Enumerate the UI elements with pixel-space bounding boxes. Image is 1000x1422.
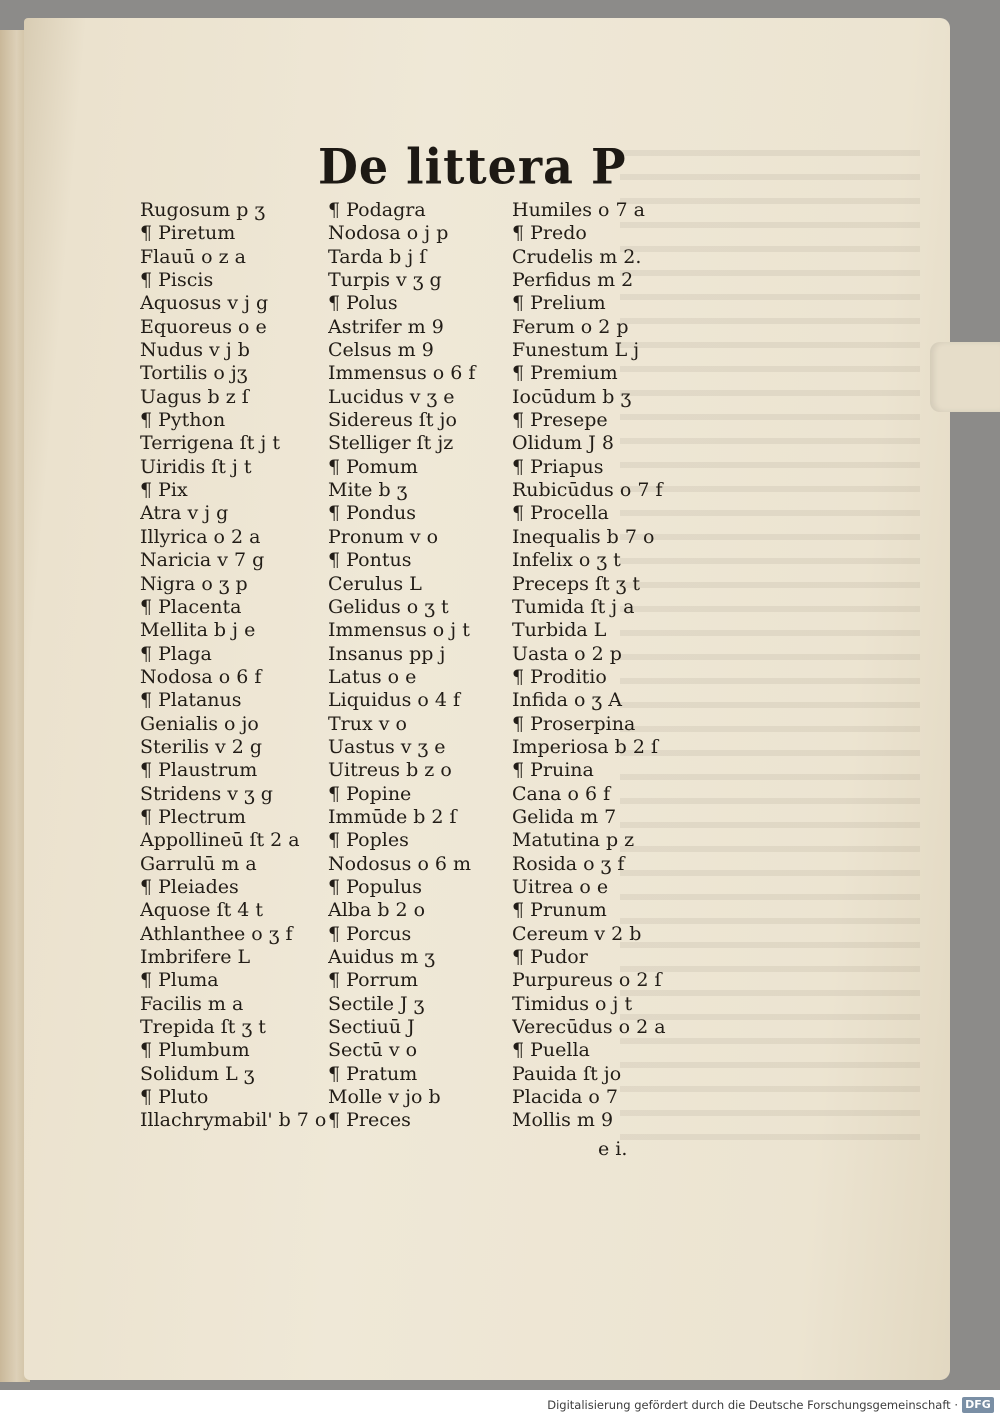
word-entry: Sectū v o [328, 1039, 418, 1062]
word-entry: Olidum J 8 [512, 432, 614, 455]
word-entry: ¶ Porcus [328, 922, 412, 945]
word-entry: ¶ Predo [512, 222, 587, 245]
word-entry: Trux v o [328, 712, 407, 735]
word-entry: Verecūdus o 2 a [512, 1016, 666, 1039]
word-entry: ¶ Puella [512, 1039, 590, 1062]
word-entry: Cerulus L [328, 572, 422, 595]
word-entry: Timidus o j t [512, 992, 633, 1015]
word-entry: Matutina p z [512, 829, 635, 852]
word-entry: ¶ Preces [328, 1109, 411, 1132]
dfg-logo: DFG [962, 1397, 994, 1413]
word-column-3 [512, 199, 704, 1133]
word-column-1 [140, 199, 332, 1133]
word-entry: Insanus pp j [328, 642, 446, 665]
word-entry: Flauū o z a [140, 245, 246, 268]
word-entry: Placida o 7 [512, 1086, 619, 1109]
word-entry: Naricia v 7 g [140, 549, 265, 572]
word-entry: Alba b 2 o [328, 899, 426, 922]
word-entry: Pronum v o [328, 525, 439, 548]
word-entry: Uastus v ʒ e [328, 735, 446, 758]
word-entry: Gelidus o ʒ t [328, 595, 449, 618]
word-entry: Turbida L [512, 619, 607, 642]
word-entry: Terrigena ſt j t [140, 432, 280, 455]
word-entry: Sectile J ʒ [328, 992, 425, 1015]
word-entry: Appollineū ſt 2 a [140, 829, 300, 852]
word-entry: ¶ Pluto [140, 1086, 209, 1109]
word-entry: Auidus m ʒ [328, 946, 436, 968]
word-entry: Rugosum p ʒ [140, 199, 266, 221]
word-entry: Cana o 6 f [512, 782, 611, 805]
word-entry: Imperiosa b 2 ſ [512, 735, 659, 758]
word-entry: Mellita b j e [140, 619, 256, 642]
word-entry: ¶ Pondus [328, 502, 416, 525]
word-entry: Uitreus b z o [328, 759, 452, 782]
word-entry: ¶ Presepe [512, 409, 608, 432]
word-entry: Stelliger ſt jz [328, 432, 454, 455]
word-entry: Molle v jo b [328, 1086, 441, 1109]
word-entry: Tarda b j ſ [328, 245, 427, 268]
word-entry: Nigra o ʒ p [140, 572, 248, 595]
word-entry: Nodosa o j p [328, 222, 449, 245]
word-entry: ¶ Populus [328, 875, 423, 898]
word-entry: Liquidus o 4 f [328, 689, 460, 712]
word-entry: Aquosus v j g [140, 292, 269, 315]
word-entry: ¶ Platanus [140, 689, 242, 712]
word-entry: Purpureus o 2 ſ [512, 969, 662, 992]
word-entry: ¶ Proserpina [512, 712, 636, 735]
word-entry: Atra v j g [140, 502, 229, 525]
word-entry: ¶ Placenta [140, 595, 242, 618]
word-entry: ¶ Poples [328, 829, 409, 852]
word-entry: Rosida o ʒ f [512, 852, 625, 875]
word-entry: Equoreus o e [140, 315, 267, 338]
word-entry: Iocūdum b ʒ [512, 385, 632, 408]
word-entry: Inequalis b 7 o [512, 525, 655, 548]
page-heading: De littera P [318, 138, 627, 196]
word-entry: Uitrea o e [512, 875, 609, 898]
word-entry: ¶ Polus [328, 292, 398, 315]
word-entry: ¶ Pleiades [140, 875, 239, 898]
word-entry: Immensus o j t [328, 619, 470, 642]
word-entry: Humiles o 7 a [512, 199, 645, 221]
word-entry: ¶ Popine [328, 782, 412, 805]
word-entry: Mite b ʒ [328, 479, 408, 502]
word-entry: Perfidus m 2 [512, 269, 634, 292]
word-entry: Celsus m 9 [328, 339, 434, 362]
word-entry: ¶ Podagra [328, 199, 426, 221]
word-entry: ¶ Proditio [512, 665, 607, 688]
word-entry: Illyrica o 2 a [140, 525, 261, 548]
funding-notice: Digitalisierung gefördert durch die Deutsche Forschungsgemeinschaft · [547, 1398, 958, 1412]
word-entry: Nodosa o 6 f [140, 665, 262, 688]
word-entry: Tumida ſt j a [512, 595, 635, 618]
word-entry: ¶ Premium [512, 362, 618, 385]
word-entry: Uasta o 2 p [512, 642, 622, 665]
word-entry: Solidum L ʒ [140, 1062, 255, 1085]
word-entry: Sectiuū J [328, 1016, 415, 1039]
word-entry: ¶ Prelium [512, 292, 606, 315]
word-entry: Nudus v j b [140, 339, 250, 362]
word-entry: Infida o ʒ A [512, 689, 622, 712]
word-entry: Tortilis o jʒ [140, 362, 248, 385]
word-entry: ¶ Plumbum [140, 1039, 250, 1062]
word-entry: ¶ Plectrum [140, 805, 246, 828]
word-entry: Pauida ſt jo [512, 1062, 622, 1085]
word-entry: Latus o e [328, 665, 417, 688]
word-entry: ¶ Pix [140, 479, 188, 502]
word-entry: Uagus b z ſ [140, 385, 249, 408]
page-edge-tab [930, 342, 1000, 412]
word-entry: Cereum v 2 b [512, 922, 642, 945]
word-entry: ¶ Pontus [328, 549, 412, 572]
word-entry: Funestum L j [512, 339, 640, 362]
word-entry: ¶ Porrum [328, 969, 418, 992]
word-entry: ¶ Procella [512, 502, 609, 525]
word-entry: Garrulū m a [140, 852, 257, 875]
word-entry: Infelix o ʒ t [512, 549, 621, 572]
word-entry: ¶ Python [140, 409, 226, 432]
word-entry: Stridens v ʒ g [140, 782, 273, 805]
word-entry: Preceps ſt ʒ t [512, 572, 641, 595]
word-entry: Genialis o jo [140, 712, 259, 735]
word-entry: ¶ Pomum [328, 455, 418, 478]
word-entry: Uiridis ſt j t [140, 455, 252, 478]
word-entry: ¶ Piscis [140, 269, 214, 292]
word-entry: Athlanthee o ʒ f [140, 922, 293, 945]
word-entry: ¶ Pudor [512, 946, 588, 968]
word-entry: ¶ Pluma [140, 969, 219, 992]
word-entry: Crudelis m 2. [512, 245, 642, 268]
word-entry: Rubicūdus o 7 f [512, 479, 663, 502]
word-entry: Illachrymabil' b 7 o [140, 1109, 327, 1132]
word-entry: Mollis m 9 [512, 1109, 614, 1132]
word-entry: ¶ Plaga [140, 642, 212, 665]
word-entry: ¶ Plaustrum [140, 759, 258, 782]
word-entry: Immūde b 2 ſ [328, 805, 457, 828]
word-entry: Immensus o 6 f [328, 362, 476, 385]
word-entry: ¶ Piretum [140, 222, 236, 245]
word-entry: Facilis m a [140, 992, 244, 1015]
word-entry: Trepida ſt ʒ t [140, 1016, 266, 1039]
word-entry: Turpis v ʒ g [328, 269, 442, 292]
word-entry: Imbrifere L [140, 946, 251, 968]
word-entry: Lucidus v ʒ e [328, 385, 455, 408]
word-entry: Aquose ſt 4 t [140, 899, 264, 922]
word-entry: Astrifer m 9 [328, 315, 444, 338]
word-entry: Gelida m 7 [512, 805, 617, 828]
word-entry: Nodosus o 6 m [328, 852, 472, 875]
signature-mark: e i. [598, 1138, 628, 1160]
word-column-2 [328, 199, 520, 1133]
word-entry: Sterilis v 2 g [140, 735, 263, 758]
word-entry: ¶ Prunum [512, 899, 607, 922]
word-entry: Sidereus ſt jo [328, 409, 457, 432]
word-entry: ¶ Pruina [512, 759, 594, 782]
word-entry: ¶ Priapus [512, 455, 604, 478]
word-entry: ¶ Pratum [328, 1062, 418, 1085]
word-entry: Ferum o 2 p [512, 315, 629, 338]
